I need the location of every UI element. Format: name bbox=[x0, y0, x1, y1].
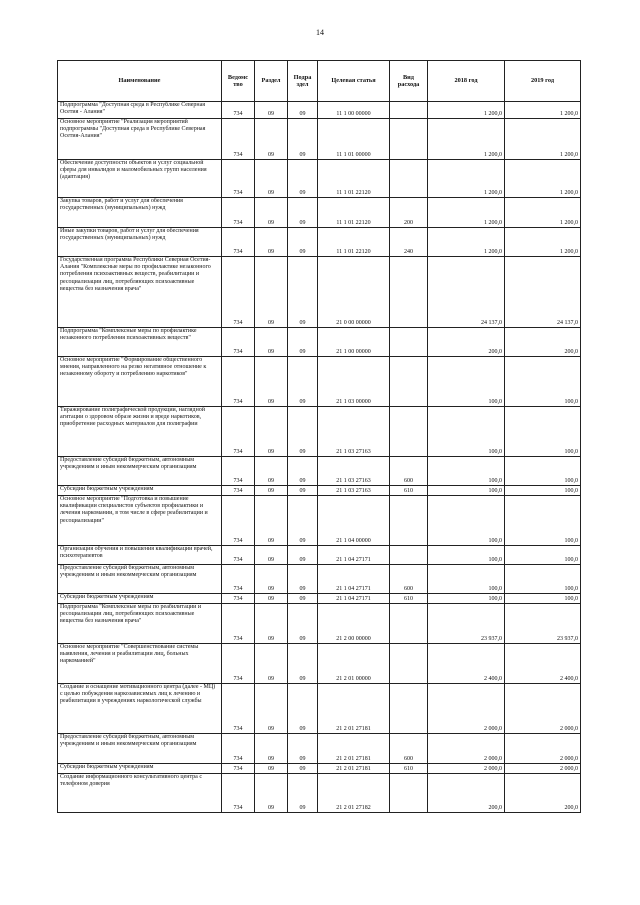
cell-cs: 21 2 01 27181 bbox=[318, 764, 390, 774]
header-ved: Ведомс тво bbox=[222, 61, 255, 102]
cell-razdel: 09 bbox=[255, 257, 288, 328]
cell-name: Субсидии бюджетным учреждениям bbox=[58, 486, 222, 496]
header-podrazdel: Подра здел bbox=[288, 61, 318, 102]
table-row bbox=[58, 328, 581, 357]
cell-razdel: 09 bbox=[255, 774, 288, 813]
table-row bbox=[58, 198, 581, 228]
cell-vr: 240 bbox=[390, 228, 428, 257]
table-row bbox=[58, 407, 581, 457]
cell-ved: 734 bbox=[222, 594, 255, 604]
cell-ved: 734 bbox=[222, 257, 255, 328]
cell-cs: 11 1 01 22120 bbox=[318, 228, 390, 257]
cell-ved: 734 bbox=[222, 457, 255, 486]
cell-ved: 734 bbox=[222, 160, 255, 198]
cell-vr bbox=[390, 684, 428, 734]
cell-ved: 734 bbox=[222, 546, 255, 565]
cell-2018: 100,0 bbox=[428, 357, 505, 407]
cell-2018: 100,0 bbox=[428, 594, 505, 604]
cell-name: Создание информационного консультативного центра с телефоном доверия bbox=[58, 774, 222, 813]
cell-ved: 734 bbox=[222, 604, 255, 644]
cell-ved: 734 bbox=[222, 407, 255, 457]
cell-podrazdel: 09 bbox=[288, 774, 318, 813]
table-row bbox=[58, 604, 581, 644]
cell-ved: 734 bbox=[222, 684, 255, 734]
cell-name: Предоставление субсидий бюджетным, автономным учреждениям и иным некоммерческим организациям bbox=[58, 457, 222, 486]
header-razdel: Раздел bbox=[255, 61, 288, 102]
cell-2018: 1 200,0 bbox=[428, 198, 505, 228]
cell-cs: 21 1 03 27163 bbox=[318, 457, 390, 486]
cell-podrazdel: 09 bbox=[288, 407, 318, 457]
cell-name: Предоставление субсидий бюджетным, автономным учреждениям и иным некоммерческим организациям bbox=[58, 734, 222, 764]
cell-vr bbox=[390, 496, 428, 546]
cell-2018: 24 137,0 bbox=[428, 257, 505, 328]
cell-2019: 100,0 bbox=[505, 594, 581, 604]
cell-podrazdel: 09 bbox=[288, 764, 318, 774]
cell-name: Основное мероприятие "Реализация мероприятий подпрограммы "Доступная среда в Республике Северная Осетия-Алания" bbox=[58, 119, 222, 160]
table-row bbox=[58, 257, 581, 328]
cell-razdel: 09 bbox=[255, 565, 288, 594]
cell-vr: 610 bbox=[390, 594, 428, 604]
cell-razdel: 09 bbox=[255, 684, 288, 734]
cell-ved: 734 bbox=[222, 357, 255, 407]
table-row bbox=[58, 684, 581, 734]
cell-2019: 200,0 bbox=[505, 328, 581, 357]
cell-2018: 1 200,0 bbox=[428, 228, 505, 257]
cell-name: Иные закупки товаров, работ и услуг для обеспечения государственных (муниципальных) нужд bbox=[58, 228, 222, 257]
cell-cs: 21 1 03 00000 bbox=[318, 357, 390, 407]
cell-2018: 1 200,0 bbox=[428, 119, 505, 160]
cell-2019: 1 200,0 bbox=[505, 119, 581, 160]
table-row bbox=[58, 102, 581, 119]
cell-cs: 21 2 00 00000 bbox=[318, 604, 390, 644]
cell-2019: 1 200,0 bbox=[505, 228, 581, 257]
cell-2019: 1 200,0 bbox=[505, 160, 581, 198]
cell-razdel: 09 bbox=[255, 160, 288, 198]
cell-cs: 21 1 04 27171 bbox=[318, 546, 390, 565]
cell-razdel: 09 bbox=[255, 734, 288, 764]
cell-razdel: 09 bbox=[255, 486, 288, 496]
header-cs: Целевая статья bbox=[318, 61, 390, 102]
cell-name: Основное мероприятие "Подготовка и повышение квалификации специалистов субъектов профилактики и лечения наркомании, в том числе в сфере реабилитации и ресоциализации" bbox=[58, 496, 222, 546]
cell-vr: 610 bbox=[390, 486, 428, 496]
table-row bbox=[58, 594, 581, 604]
table-row bbox=[58, 357, 581, 407]
cell-podrazdel: 09 bbox=[288, 457, 318, 486]
cell-name: Создание и оснащение мотивационного центра (далее - МЦ) с целью побуждения наркозависимых лиц к лечению и реабилитации в учреждениях наркологической службы bbox=[58, 684, 222, 734]
cell-razdel: 09 bbox=[255, 228, 288, 257]
cell-2018: 1 200,0 bbox=[428, 102, 505, 119]
cell-name: Субсидии бюджетным учреждениям bbox=[58, 764, 222, 774]
cell-vr: 200 bbox=[390, 198, 428, 228]
cell-vr: 600 bbox=[390, 565, 428, 594]
header-2018: 2018 год bbox=[428, 61, 505, 102]
cell-vr: 600 bbox=[390, 734, 428, 764]
cell-razdel: 09 bbox=[255, 119, 288, 160]
cell-podrazdel: 09 bbox=[288, 257, 318, 328]
cell-razdel: 09 bbox=[255, 357, 288, 407]
cell-cs: 11 1 01 22120 bbox=[318, 198, 390, 228]
cell-vr bbox=[390, 102, 428, 119]
cell-2018: 2 000,0 bbox=[428, 734, 505, 764]
cell-podrazdel: 09 bbox=[288, 486, 318, 496]
cell-razdel: 09 bbox=[255, 644, 288, 684]
cell-2019: 24 137,0 bbox=[505, 257, 581, 328]
table-row bbox=[58, 160, 581, 198]
cell-2018: 2 400,0 bbox=[428, 644, 505, 684]
cell-2019: 2 000,0 bbox=[505, 684, 581, 734]
cell-2018: 23 937,0 bbox=[428, 604, 505, 644]
cell-2018: 100,0 bbox=[428, 496, 505, 546]
cell-podrazdel: 09 bbox=[288, 565, 318, 594]
cell-ved: 734 bbox=[222, 644, 255, 684]
cell-name: Тиражирование полиграфической продукции, наглядной агитации о здоровом образе жизни и вреде наркотиков, приобретение расходных материалов для полиграфии bbox=[58, 407, 222, 457]
cell-podrazdel: 09 bbox=[288, 546, 318, 565]
cell-cs: 11 1 01 22120 bbox=[318, 160, 390, 198]
table-row bbox=[58, 486, 581, 496]
cell-cs: 21 2 01 00000 bbox=[318, 644, 390, 684]
cell-cs: 21 2 01 27181 bbox=[318, 684, 390, 734]
cell-podrazdel: 09 bbox=[288, 684, 318, 734]
cell-name: Субсидии бюджетным учреждениям bbox=[58, 594, 222, 604]
cell-2018: 100,0 bbox=[428, 457, 505, 486]
cell-2018: 100,0 bbox=[428, 546, 505, 565]
cell-razdel: 09 bbox=[255, 546, 288, 565]
header-2019: 2019 год bbox=[505, 61, 581, 102]
cell-vr bbox=[390, 546, 428, 565]
cell-2019: 2 000,0 bbox=[505, 764, 581, 774]
cell-cs: 11 1 01 00000 bbox=[318, 119, 390, 160]
cell-name: Основное мероприятие "Формирование общественного мнения, направленного на резко негативное отношение к незаконному обороту и потреблению наркотиков" bbox=[58, 357, 222, 407]
cell-podrazdel: 09 bbox=[288, 328, 318, 357]
cell-2018: 100,0 bbox=[428, 565, 505, 594]
cell-ved: 734 bbox=[222, 764, 255, 774]
table-row bbox=[58, 644, 581, 684]
budget-table bbox=[57, 60, 581, 813]
cell-podrazdel: 09 bbox=[288, 228, 318, 257]
cell-podrazdel: 09 bbox=[288, 119, 318, 160]
cell-cs: 21 1 04 00000 bbox=[318, 496, 390, 546]
cell-2018: 200,0 bbox=[428, 328, 505, 357]
cell-name: Подпрограмма "Комплексные меры по профилактике незаконного потребления психоактивных веществ" bbox=[58, 328, 222, 357]
cell-2019: 100,0 bbox=[505, 357, 581, 407]
cell-ved: 734 bbox=[222, 734, 255, 764]
cell-podrazdel: 09 bbox=[288, 357, 318, 407]
table-row bbox=[58, 546, 581, 565]
cell-vr bbox=[390, 357, 428, 407]
cell-2019: 1 200,0 bbox=[505, 198, 581, 228]
table-row bbox=[58, 119, 581, 160]
cell-cs: 21 2 01 27181 bbox=[318, 734, 390, 764]
cell-name: Закупка товаров, работ и услуг для обеспечения государственных (муниципальных) нужд bbox=[58, 198, 222, 228]
cell-vr bbox=[390, 328, 428, 357]
cell-name: Государственная программа Республики Северная Осетия-Алания "Комплексные меры по профилактике незаконного потребления психоактивных веществ, реабилитации и ресоциализации лиц, потребляющих психоактивные вещества без назначения врача" bbox=[58, 257, 222, 328]
cell-razdel: 09 bbox=[255, 457, 288, 486]
cell-ved: 734 bbox=[222, 119, 255, 160]
cell-vr bbox=[390, 257, 428, 328]
cell-razdel: 09 bbox=[255, 594, 288, 604]
table-row bbox=[58, 764, 581, 774]
cell-2019: 100,0 bbox=[505, 407, 581, 457]
cell-podrazdel: 09 bbox=[288, 644, 318, 684]
cell-2018: 100,0 bbox=[428, 486, 505, 496]
cell-ved: 734 bbox=[222, 198, 255, 228]
cell-razdel: 09 bbox=[255, 198, 288, 228]
header-name: Наименование bbox=[58, 61, 222, 102]
cell-name: Обеспечение доступности объектов и услуг социальной сферы для инвалидов и маломобильных групп населения (адаптация) bbox=[58, 160, 222, 198]
header-vr: Вид расхода bbox=[390, 61, 428, 102]
cell-2019: 2 400,0 bbox=[505, 644, 581, 684]
cell-vr bbox=[390, 604, 428, 644]
cell-cs: 21 0 00 00000 bbox=[318, 257, 390, 328]
cell-2018: 2 000,0 bbox=[428, 684, 505, 734]
cell-razdel: 09 bbox=[255, 328, 288, 357]
cell-vr: 600 bbox=[390, 457, 428, 486]
table-row bbox=[58, 457, 581, 486]
cell-cs: 21 1 04 27171 bbox=[318, 565, 390, 594]
cell-vr: 610 bbox=[390, 764, 428, 774]
cell-ved: 734 bbox=[222, 102, 255, 119]
cell-cs: 21 1 00 00000 bbox=[318, 328, 390, 357]
cell-vr bbox=[390, 774, 428, 813]
cell-razdel: 09 bbox=[255, 496, 288, 546]
cell-razdel: 09 bbox=[255, 764, 288, 774]
cell-vr bbox=[390, 407, 428, 457]
cell-2019: 200,0 bbox=[505, 774, 581, 813]
cell-2018: 2 000,0 bbox=[428, 764, 505, 774]
table-row bbox=[58, 228, 581, 257]
cell-2018: 100,0 bbox=[428, 407, 505, 457]
cell-vr bbox=[390, 644, 428, 684]
cell-vr bbox=[390, 160, 428, 198]
cell-podrazdel: 09 bbox=[288, 496, 318, 546]
table-row bbox=[58, 774, 581, 813]
cell-cs: 21 1 03 27163 bbox=[318, 486, 390, 496]
cell-2019: 100,0 bbox=[505, 565, 581, 594]
cell-podrazdel: 09 bbox=[288, 604, 318, 644]
cell-ved: 734 bbox=[222, 565, 255, 594]
cell-2019: 100,0 bbox=[505, 486, 581, 496]
cell-name: Предоставление субсидий бюджетным, автономным учреждениям и иным некоммерческим организациям bbox=[58, 565, 222, 594]
cell-ved: 734 bbox=[222, 328, 255, 357]
cell-podrazdel: 09 bbox=[288, 102, 318, 119]
cell-2019: 100,0 bbox=[505, 457, 581, 486]
cell-razdel: 09 bbox=[255, 604, 288, 644]
cell-2019: 100,0 bbox=[505, 496, 581, 546]
cell-cs: 21 2 01 27182 bbox=[318, 774, 390, 813]
cell-ved: 734 bbox=[222, 228, 255, 257]
cell-2019: 100,0 bbox=[505, 546, 581, 565]
cell-name: Основное мероприятие "Совершенствование системы выявления, лечения и реабилитации лиц, больных наркоманией" bbox=[58, 644, 222, 684]
table-row bbox=[58, 496, 581, 546]
cell-2019: 1 200,0 bbox=[505, 102, 581, 119]
cell-ved: 734 bbox=[222, 774, 255, 813]
cell-ved: 734 bbox=[222, 496, 255, 546]
table-header-row bbox=[58, 61, 581, 102]
cell-razdel: 09 bbox=[255, 407, 288, 457]
cell-cs: 21 1 04 27171 bbox=[318, 594, 390, 604]
cell-razdel: 09 bbox=[255, 102, 288, 119]
table-row bbox=[58, 734, 581, 764]
cell-podrazdel: 09 bbox=[288, 594, 318, 604]
cell-name: Подпрограмма "Комплексные меры по реабилитации и ресоциализации лиц, потребляющих психоактивные вещества без назначения врача" bbox=[58, 604, 222, 644]
cell-name: Подпрограмма "Доступная среда в Республике Северная Осетия - Алания" bbox=[58, 102, 222, 119]
cell-ved: 734 bbox=[222, 486, 255, 496]
cell-vr bbox=[390, 119, 428, 160]
cell-podrazdel: 09 bbox=[288, 734, 318, 764]
cell-podrazdel: 09 bbox=[288, 198, 318, 228]
cell-name: Организация обучения и повышения квалификации врачей, психотерапевтов bbox=[58, 546, 222, 565]
cell-2018: 200,0 bbox=[428, 774, 505, 813]
cell-cs: 11 1 00 00000 bbox=[318, 102, 390, 119]
table-row bbox=[58, 565, 581, 594]
cell-2019: 2 000,0 bbox=[505, 734, 581, 764]
cell-2018: 1 200,0 bbox=[428, 160, 505, 198]
page-number: 14 bbox=[316, 28, 324, 37]
cell-podrazdel: 09 bbox=[288, 160, 318, 198]
cell-cs: 21 1 03 27163 bbox=[318, 407, 390, 457]
cell-2019: 23 937,0 bbox=[505, 604, 581, 644]
